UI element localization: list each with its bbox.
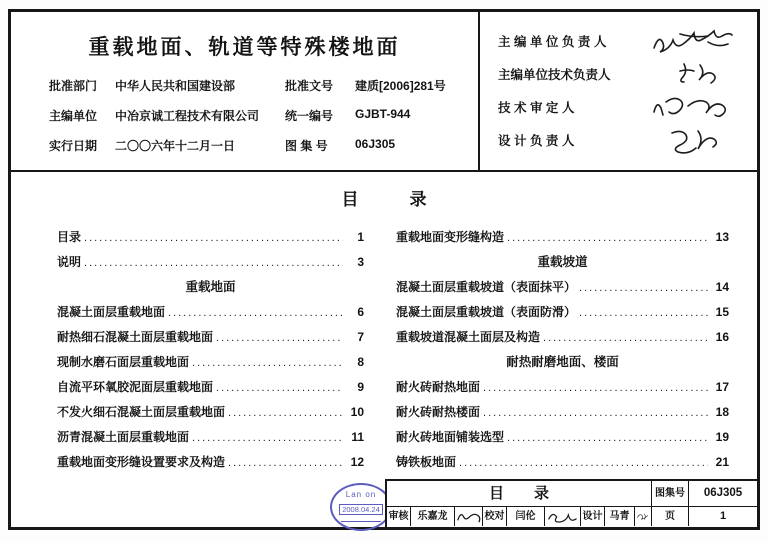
toc-section-heading: 重载坡道: [537, 255, 588, 269]
info-label: 批准部门: [49, 79, 98, 93]
info-label: 图 集 号: [285, 139, 328, 153]
page-number: 7: [357, 330, 364, 344]
info-value: 06J305: [355, 137, 396, 151]
responsible-row: [498, 123, 749, 156]
toc-entry: 混凝土面层重载地面 ..... 6: [57, 300, 364, 325]
dot-leader: [168, 301, 343, 326]
staff-role-label: 校对: [483, 507, 507, 526]
toc-entry: 重载坡道混凝土面层及构造 ..... 16: [396, 325, 729, 350]
info-label: 主编单位: [49, 109, 98, 123]
staff-role-label: 审核: [387, 507, 411, 526]
toc-entry: 混凝土面层重载坡道（表面抹平） ..... 14: [396, 275, 729, 300]
sheet-no-label: 图集号: [652, 481, 689, 506]
toc-section-heading: 重载地面: [185, 280, 236, 294]
header-band: [11, 12, 757, 172]
dot-leader: [459, 451, 708, 476]
page-number: 1: [357, 230, 364, 244]
page-number: 18: [715, 405, 729, 419]
info-value: 中华人民共和国建设部: [115, 79, 236, 93]
toc-entry: 沥青混凝土面层重载地面 ..... 11: [57, 425, 364, 450]
page-number: 15: [715, 305, 729, 319]
dot-leader: [507, 426, 708, 451]
title-block: [385, 479, 757, 527]
dot-leader: [507, 226, 708, 251]
toc-columns: [11, 225, 757, 475]
responsible-row: [498, 57, 749, 90]
page-number: 6: [357, 305, 364, 319]
page-number: 21: [715, 455, 729, 469]
dot-leader: [579, 301, 708, 326]
title-block-row1: [387, 481, 757, 507]
toc-entry: 重载地面变形缝设置要求及构造 ..... 12: [57, 450, 364, 475]
toc-section-heading: 耐热耐磨地面、楼面: [506, 355, 619, 369]
stamp-date: 2008.04.24: [339, 504, 383, 515]
page-number: 17: [715, 380, 729, 394]
page-number: 14: [715, 280, 729, 294]
toc-entry: 耐热细石混凝土面层重载地面 ..... 7: [57, 325, 364, 350]
dot-leader: [192, 351, 343, 376]
signature-proofreader-small: [545, 507, 581, 526]
dot-leader: [228, 401, 343, 426]
toc-entry: 现制水磨石面层重载地面 ..... 8: [57, 350, 364, 375]
sheet-title: 目 录: [387, 481, 652, 506]
title-block-row2: [387, 507, 757, 526]
dot-leader: [192, 426, 343, 451]
page-number: 8: [357, 355, 364, 369]
dot-leader: [483, 401, 708, 426]
toc-title: 目 录: [341, 190, 427, 209]
dot-leader: [216, 376, 343, 401]
signature-tech-director: [650, 59, 749, 89]
toc-entry: 自流平环氧胶泥面层重载地面 ..... 9: [57, 375, 364, 400]
stamp-text: Lan on: [345, 490, 377, 499]
toc-entry: 耐火砖耐热楼面 ..... 18: [396, 400, 729, 425]
responsibles-box: [478, 12, 757, 170]
info-label: 实行日期: [49, 139, 98, 153]
dot-leader: [228, 451, 343, 476]
toc-entry: 重载地面变形缝构造 ..... 13: [396, 225, 729, 250]
responsible-label: 主 编 单 位 负 责 人: [498, 34, 607, 49]
staff-name: 闫伦: [507, 507, 545, 526]
page-number: 9: [357, 380, 364, 394]
title-info-box: [11, 12, 478, 170]
responsible-label: 主编单位技术负责人: [498, 67, 611, 82]
info-value: 二〇〇六年十二月一日: [115, 139, 236, 153]
info-value: 中冶京诚工程技术有限公司: [115, 109, 260, 123]
toc-entry: 铸铁板地面 ..... 21: [396, 450, 729, 475]
page-number: 16: [715, 330, 729, 344]
toc-entry: 混凝土面层重载坡道（表面防滑） ..... 15: [396, 300, 729, 325]
staff-name: 马青: [605, 507, 635, 526]
responsible-label: 设 计 负 责 人: [498, 133, 575, 148]
stamp-divider: [341, 521, 382, 522]
signature-reviewer-small: [455, 507, 483, 526]
toc-entry: 目录 ..... 1: [57, 225, 364, 250]
page-number: 19: [715, 430, 729, 444]
page-number: 11: [351, 430, 364, 444]
page-number: 10: [350, 405, 364, 419]
dot-leader: [543, 326, 708, 351]
page-number: 3: [357, 255, 364, 269]
toc-entry: 不发火细石混凝土面层重载地面 ..... 10: [57, 400, 364, 425]
responsible-label: 技 术 审 定 人: [498, 100, 575, 115]
signature-chief-editor: [650, 26, 749, 56]
info-label: 统一编号: [285, 109, 334, 123]
signature-design-lead: [650, 125, 749, 155]
staff-name: 乐嘉龙: [411, 507, 455, 526]
signature-reviewer: [650, 92, 749, 122]
dot-leader: [579, 276, 708, 301]
responsible-row: [498, 90, 749, 123]
page-label: 页: [652, 507, 689, 526]
page-number: 12: [350, 455, 364, 469]
signature-designer-small: [635, 507, 652, 526]
staff-role-label: 设计: [581, 507, 605, 526]
approval-stamp: [330, 483, 392, 531]
document-title: 重载地面、轨道等特殊楼地面: [88, 36, 401, 59]
document-page: [8, 9, 760, 530]
dot-leader: [84, 226, 343, 251]
toc: [11, 172, 757, 475]
responsible-row: [498, 24, 749, 57]
approval-info-grid: [49, 77, 478, 154]
dot-leader: [216, 326, 343, 351]
info-label: 批准文号: [285, 79, 334, 93]
sheet-no-value: 06J305: [703, 487, 743, 499]
toc-column-left: [11, 225, 384, 475]
info-value: 建质[2006]281号: [355, 79, 446, 93]
info-value: GJBT-944: [355, 107, 411, 121]
toc-entry: 耐火砖耐热地面 ..... 17: [396, 375, 729, 400]
dot-leader: [84, 251, 343, 276]
dot-leader: [483, 376, 708, 401]
toc-entry: 耐火砖地面铺装选型 ..... 19: [396, 425, 729, 450]
page-number: 13: [715, 230, 729, 244]
toc-entry: 说明 ..... 3: [57, 250, 364, 275]
toc-column-right: [384, 225, 757, 475]
page-value: 1: [719, 510, 727, 522]
